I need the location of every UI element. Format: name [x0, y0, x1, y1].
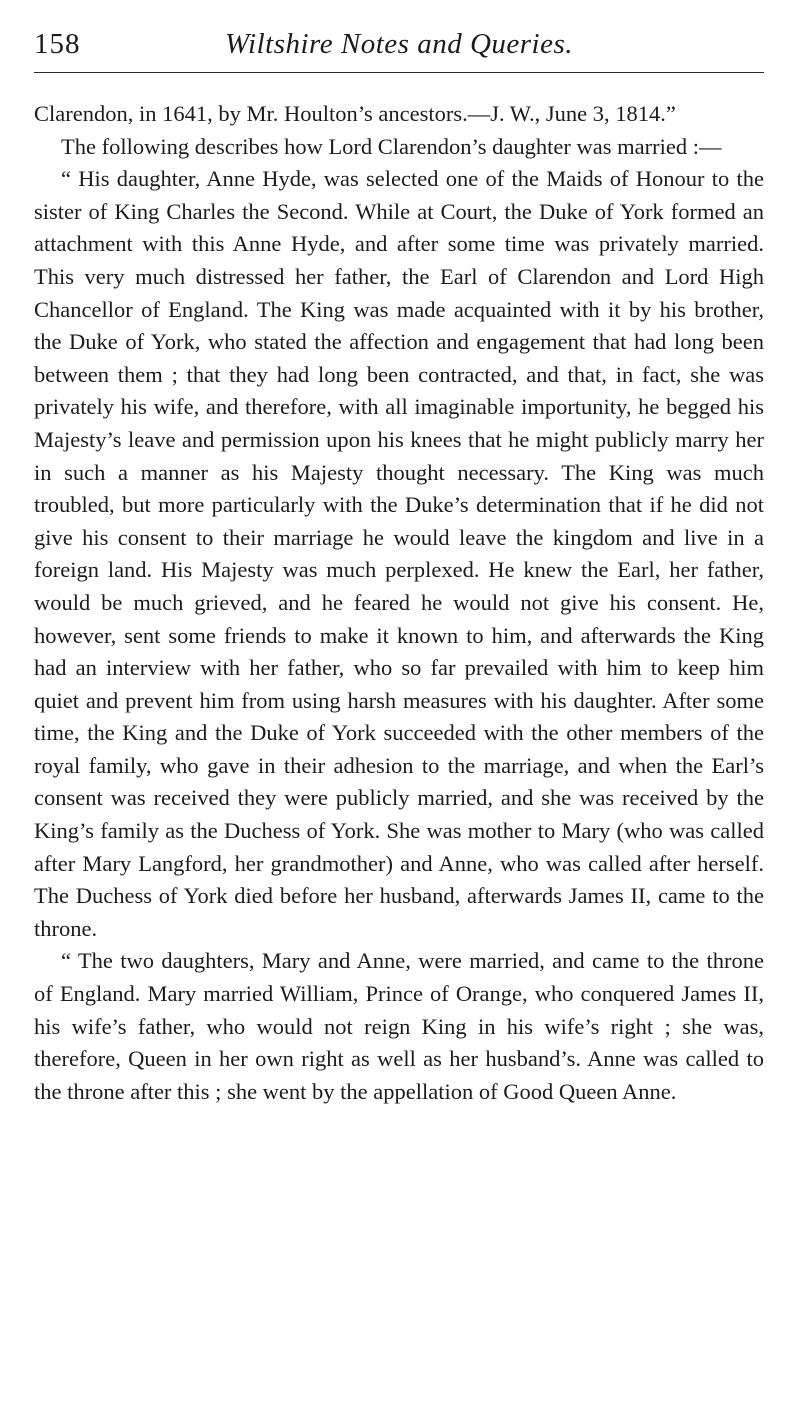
body-text [34, 98, 764, 1108]
paragraph-quote-anne-hyde: “ His daughter, Anne Hyde, was selected one of the Maids of Honour to the sister of King Charles the Second. While at Court, the Duke of York formed an attachment with this Anne Hyde, and after some time was privately married. This very much distressed her father, the Earl of Clarendon and Lord High Chancellor of England. The King was made acquainted with it by his brother, the Duke of York, who stated the affection and engagement that had long been between them ; that they had long been contracted, and that, in fact, she was privately his wife, and therefore, with all imaginable importunity, he begged his Majesty’s leave and permission upon his knees that he might publicly marry her in such a manner as his Majesty thought necessary. The King was much troubled, but more particularly with the Duke’s determination that if he did not give his consent to their marriage he would leave the kingdom and live in a foreign land. His Majesty was much perplexed. He knew the Earl, her father, would be much grieved, and he feared he would not give his consent. He, however, sent some friends to make it known to him, and afterwards the King had an interview with her father, who so far prevailed with him to keep him quiet and prevent him from using harsh measures with his daughter. After some time, the King and the Duke of York succeeded with the other members of the royal family, who gave in their adhesion to the marriage, and when the Earl’s consent was received they were publicly married, and she was received by the King’s family as the Duchess of York. She was mother to Mary (who was called after Mary Langford, her grandmother) and Anne, who was called after herself. The Duchess of York died before her husband, afterwards James II, came to the throne. [34, 166, 764, 941]
paragraph-quote-two-daughters: “ The two daughters, Mary and Anne, were married, and came to the throne of England. Mary married William, Prince of Orange, who conquered James II, his wife’s father, who would not reign King in his wife’s right ; she was, therefore, Queen in her own right as well as her husband’s. Anne was called to the throne after this ; she went by the appellation of Good Queen Anne. [34, 948, 764, 1104]
paragraph-intro: The following describes how Lord Clarendon’s daughter was married :— [61, 133, 722, 159]
header-rule [34, 72, 764, 73]
running-title: Wiltshire Notes and Queries. [224, 28, 574, 60]
page-header [34, 22, 764, 74]
page-number: 158 [34, 28, 81, 60]
paragraph-continuation: Clarendon, in 1641, by Mr. Houlton’s ancestors.—J. W., June 3, 1814.” [34, 101, 676, 126]
